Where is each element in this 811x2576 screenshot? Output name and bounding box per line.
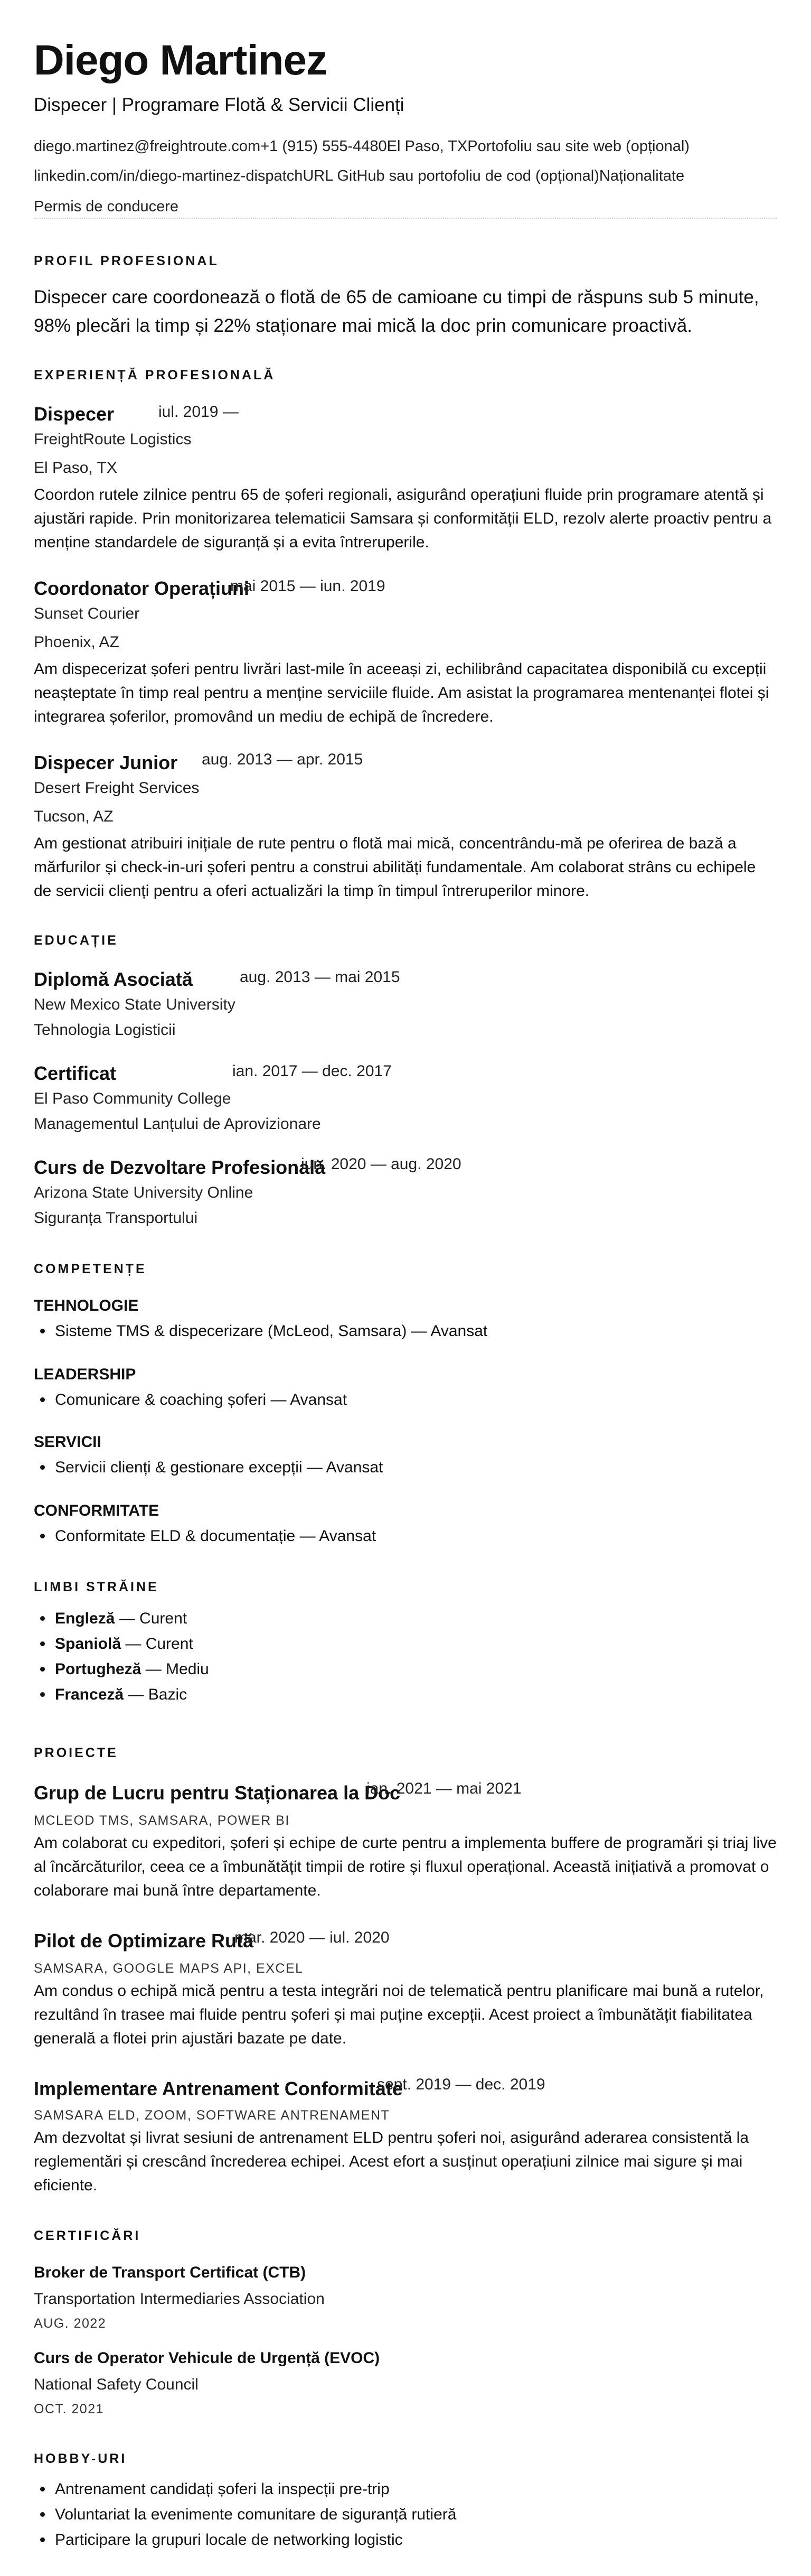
contact-license: Permis de conducere xyxy=(34,198,179,215)
experience-date: iul. 2019 — xyxy=(158,403,239,421)
education-degree: Diplomă Asociată xyxy=(34,968,193,990)
certification-date: OCT. 2021 xyxy=(34,2402,105,2416)
project-description: Am colaborat cu expeditori, șoferi și echipe de curte pentru a implementa buffere de programări și triaj live al încărcăturilor, ceea ce a îmbunătățit timpii de rotire și fluxul operațional. Această inițiativă a promovat o colaborare mai bună între departamente. xyxy=(34,1834,777,1899)
project-tags: SAMSARA ELD, ZOOM, SOFTWARE ANTRENAMENT xyxy=(34,2108,390,2123)
contact-line-primary xyxy=(34,137,690,156)
experience-description: Coordon rutele zilnice pentru 65 de șoferi regionali, asigurând operațiuni fluide prin programare atentă și ajustări rapide. Prin monitorizarea telematicii Samsara și conformității ELD, rezolv alerte proactiv pentru a menține standardele de siguranță și a evita întreruperile. xyxy=(34,486,772,551)
experience-date: mai 2015 — iun. 2019 xyxy=(230,577,385,595)
experience-title: Dispecer xyxy=(34,403,115,425)
skill-item: Conformitate ELD & documentație — Avansat xyxy=(34,1524,777,1549)
contact-nationality: Naționalitate xyxy=(599,167,685,184)
project-tags: MCLEOD TMS, SAMSARA, POWER BI xyxy=(34,1813,290,1828)
contact-email[interactable]: diego.martinez@freightroute.com xyxy=(34,138,261,155)
contact-portfolio[interactable]: Portofoliu sau site web (opțional) xyxy=(467,138,690,155)
language-item xyxy=(34,1606,777,1631)
project-title: Grup de Lucru pentru Staționarea la Doc xyxy=(34,1782,401,1804)
language-level: — Mediu xyxy=(141,1660,209,1678)
experience-company: Sunset Courier xyxy=(34,605,140,622)
experience-company: FreightRoute Logistics xyxy=(34,431,192,448)
skill-list xyxy=(34,1524,777,1549)
language-item xyxy=(34,1631,777,1657)
language-level: — Curent xyxy=(115,1610,187,1627)
skill-category: SERVICII xyxy=(34,1433,101,1451)
project-date: sept. 2019 — dec. 2019 xyxy=(377,2076,545,2093)
education-degree: Certificat xyxy=(34,1062,117,1084)
experience-location: El Paso, TX xyxy=(34,459,117,477)
education-school: Arizona State University Online xyxy=(34,1184,253,1201)
hobby-list xyxy=(34,2477,777,2553)
education-degree: Curs de Dezvoltare Profesională xyxy=(34,1156,326,1178)
language-level: — Curent xyxy=(121,1635,193,1653)
skill-list xyxy=(34,1455,777,1480)
contact-linkedin[interactable]: linkedin.com/in/diego-martinez-dispatch xyxy=(34,167,303,184)
language-name: Portugheză xyxy=(55,1660,142,1678)
section-title-projects: PROIECTE xyxy=(34,1746,118,1760)
project-title: Implementare Antrenament Conformitate xyxy=(34,2078,403,2099)
candidate-headline: Dispecer | Programare Flotă & Servicii Clienți xyxy=(34,95,404,115)
language-level: — Bazic xyxy=(124,1686,187,1703)
section-title-experience: EXPERIENȚĂ PROFESIONALĂ xyxy=(34,368,276,382)
contact-location: El Paso, TX xyxy=(386,138,468,155)
section-title-profile: PROFIL PROFESIONAL xyxy=(34,254,219,268)
project-description: Am condus o echipă mică pentru a testa integrări noi de telematică pentru planificare mai bună a rutelor, rezultând în trasee mai fluide pentru șoferi și mai puține excepții. Acest proiect a îmbunătățit fiabilitatea generală a flotei prin ajustări bazate pe date. xyxy=(34,1982,764,2047)
skill-category: TEHNOLOGIE xyxy=(34,1297,139,1314)
certification-issuer: National Safety Council xyxy=(34,2376,199,2393)
certification-title: Curs de Operator Vehicule de Urgență (EVOC) xyxy=(34,2349,380,2367)
skill-item: Sisteme TMS & dispecerizare (McLeod, Samsara) — Avansat xyxy=(34,1319,777,1344)
education-school: New Mexico State University xyxy=(34,996,235,1013)
experience-location: Tucson, AZ xyxy=(34,808,114,825)
contact-phone[interactable]: +1 (915) 555-4480 xyxy=(260,138,387,155)
education-school: El Paso Community College xyxy=(34,1090,231,1107)
section-title-hobbies: HOBBY-URI xyxy=(34,2451,127,2466)
certification-title: Broker de Transport Certificat (CTB) xyxy=(34,2264,306,2281)
project-description: Am dezvoltat și livrat sesiuni de antrenament ELD pentru șoferi noi, asigurând aderarea consistentă la reglementări și crescând încrederea echipei. Acest efort a susținut operațiuni zilnice mai sigure și mai eficiente. xyxy=(34,2129,749,2194)
skill-item: Comunicare & coaching șoferi — Avansat xyxy=(34,1387,777,1413)
section-title-certifications: CERTIFICĂRI xyxy=(34,2228,141,2243)
experience-title: Dispecer Junior xyxy=(34,752,178,773)
certification-date: AUG. 2022 xyxy=(34,2316,107,2331)
experience-location: Phoenix, AZ xyxy=(34,633,119,651)
experience-description: Am gestionat atribuiri inițiale de rute pentru o flotă mai mică, concentrându-mă pe oferirea de bază a mărfurilor și check-in-uri șoferi pentru a construi abilități fundamentale. Am colaborat strâns cu echipele de servicii clienți pentru a oferi actualizări la timp în timpul întreruperilor minore. xyxy=(34,835,756,900)
experience-title: Coordonator Operațiuni xyxy=(34,577,249,599)
skill-category: CONFORMITATE xyxy=(34,1502,159,1519)
experience-company: Desert Freight Services xyxy=(34,779,200,797)
education-date: iun. 2020 — aug. 2020 xyxy=(301,1155,461,1173)
header-divider xyxy=(34,218,777,219)
hobby-item: Antrenament candidați șoferi la inspecții pre-trip xyxy=(34,2477,777,2502)
education-date: aug. 2013 — mai 2015 xyxy=(240,968,400,986)
section-title-languages: LIMBI STRĂINE xyxy=(34,1580,159,1594)
candidate-name: Diego Martinez xyxy=(34,36,327,83)
experience-description: Am dispecerizat șoferi pentru livrări last-mile în aceeași zi, echilibrând capacitatea disponibilă cu excepții neașteptate în timp real pentru a menține serviciile fluide. Am asistat la programarea mentenanței flotei și integrarea șoferilor, promovând un mediu de echipă de încredere. xyxy=(34,660,769,725)
language-list xyxy=(34,1606,777,1707)
language-item xyxy=(34,1682,777,1707)
contact-line-secondary xyxy=(34,167,684,185)
experience-date: aug. 2013 — apr. 2015 xyxy=(202,751,363,768)
education-date: ian. 2017 — dec. 2017 xyxy=(232,1062,392,1080)
contact-github[interactable]: URL GitHub sau portofoliu de cod (opțional) xyxy=(303,167,599,184)
certification-issuer: Transportation Intermediaries Association xyxy=(34,2290,325,2308)
skill-item: Servicii clienți & gestionare excepții — Avansat xyxy=(34,1455,777,1480)
language-name: Spaniolă xyxy=(55,1635,121,1653)
skill-list xyxy=(34,1387,777,1413)
profile-summary: Dispecer care coordonează o flotă de 65 de camioane cu timpi de răspuns sub 5 minute, 98% plecări la timp și 22% staționare mai mică la doc prin comunicare proactivă. xyxy=(34,287,759,337)
hobby-item: Participare la grupuri locale de networking logistic xyxy=(34,2527,777,2553)
section-title-education: EDUCAȚIE xyxy=(34,933,118,948)
education-field: Siguranța Transportului xyxy=(34,1209,198,1227)
language-name: Franceză xyxy=(55,1686,124,1703)
project-title: Pilot de Optimizare Rută xyxy=(34,1930,254,1952)
hobby-item: Voluntariat la evenimente comunitare de siguranță rutieră xyxy=(34,2502,777,2527)
skill-list xyxy=(34,1319,777,1344)
education-field: Tehnologia Logisticii xyxy=(34,1021,176,1039)
language-item xyxy=(34,1657,777,1682)
language-name: Engleză xyxy=(55,1610,115,1627)
skill-category: LEADERSHIP xyxy=(34,1366,136,1383)
project-date: mar. 2020 — iul. 2020 xyxy=(234,1929,390,1946)
education-field: Managementul Lanțului de Aprovizionare xyxy=(34,1115,321,1133)
project-tags: SAMSARA, GOOGLE MAPS API, EXCEL xyxy=(34,1961,304,1976)
project-date: ian. 2021 — mai 2021 xyxy=(366,1780,522,1797)
section-title-skills: COMPETENȚE xyxy=(34,1262,147,1276)
